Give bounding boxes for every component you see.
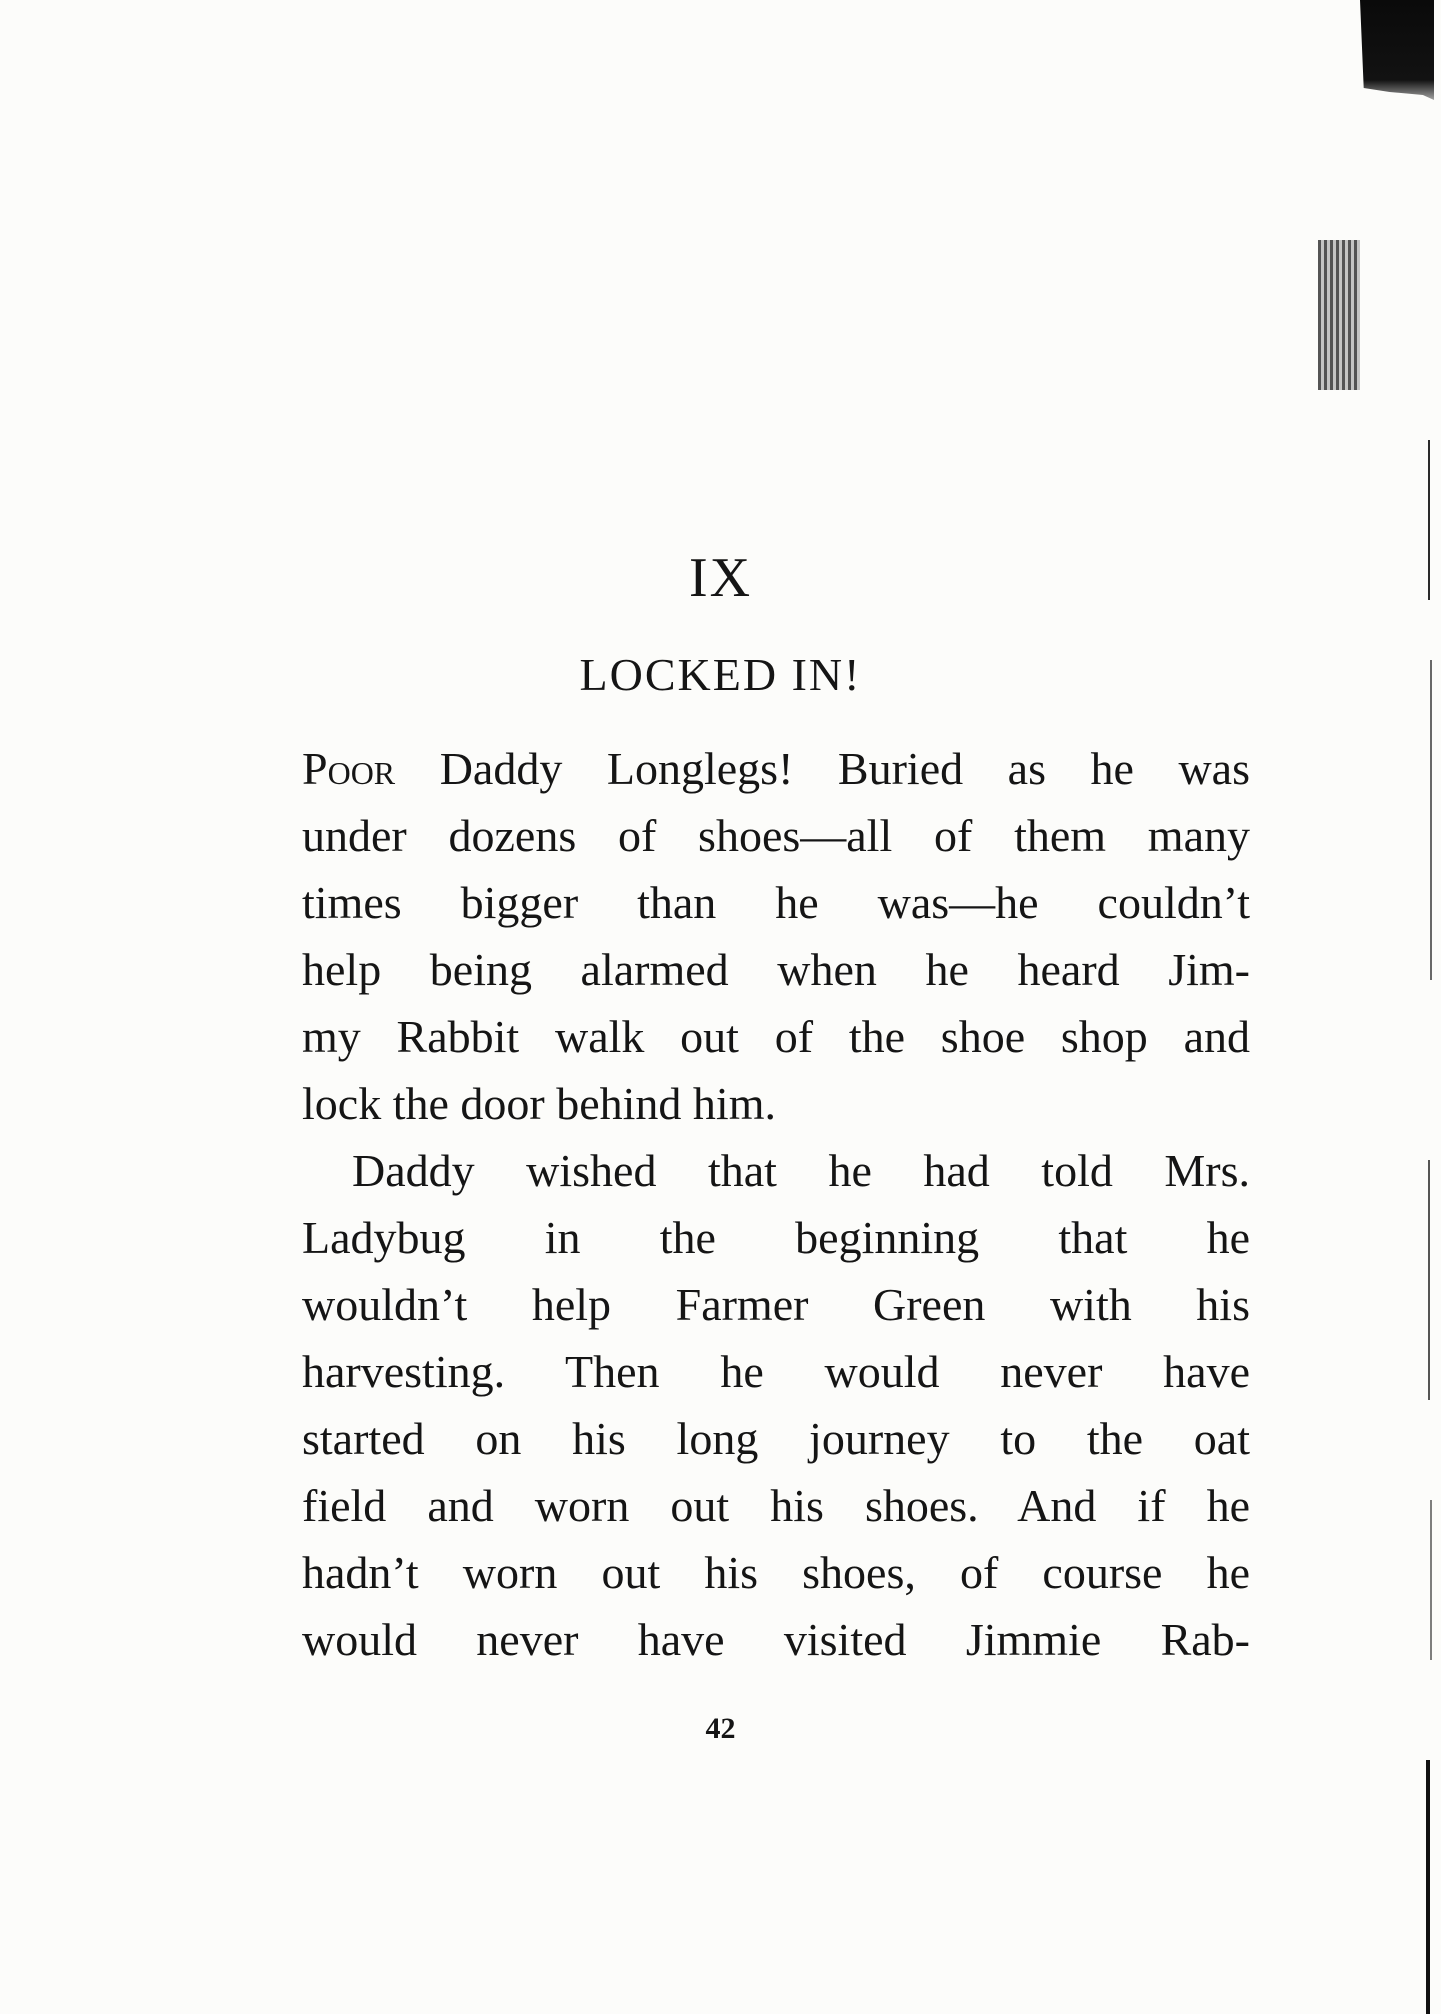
- paragraph-2-line-5: started on his long journey to the oat: [302, 1413, 1250, 1464]
- paragraph-2-line-4: harvesting. Then he would never have: [302, 1346, 1250, 1397]
- scan-edge-line: [1426, 1760, 1430, 2014]
- paragraph-2-line-7: hadn’t worn out his shoes, of course he: [302, 1547, 1250, 1598]
- paragraph-2-line-3: wouldn’t help Farmer Green with his: [302, 1279, 1250, 1330]
- scan-edge-line: [1430, 660, 1432, 980]
- chapter-number: IX: [688, 547, 753, 609]
- paragraph-1-line-5: my Rabbit walk out of the shoe shop and: [302, 1011, 1250, 1062]
- scan-edge-line: [1430, 1500, 1432, 1660]
- paragraph-line-text: Daddy Longlegs! Buried as he was: [395, 743, 1250, 794]
- paragraph-1-line-1: [302, 742, 1250, 796]
- paragraph-lead-word: Poor: [302, 743, 396, 794]
- paragraph-2-line-6: field and worn out his shoes. And if he: [302, 1480, 1250, 1531]
- scan-edge-line: [1428, 1160, 1430, 1400]
- page-number: 42: [705, 1712, 736, 1745]
- paragraph-1-line-6: lock the door behind him.: [302, 1078, 776, 1129]
- paragraph-2-line-8: would never have visited Jimmie Rab-: [302, 1614, 1250, 1665]
- paragraph-2-line-1: Daddy wished that he had told Mrs.: [352, 1145, 1250, 1196]
- paragraph-2-line-2: Ladybug in the beginning that he: [302, 1212, 1250, 1263]
- paragraph-1-line-2: under dozens of shoes—all of them many: [302, 810, 1250, 861]
- paragraph-1-line-3: times bigger than he was—he couldn’t: [302, 877, 1250, 928]
- chapter-title: LOCKED IN!: [579, 649, 862, 700]
- scan-edge-shadow-middle: [1318, 240, 1360, 390]
- scan-edge-shadow-top: [1360, 0, 1434, 100]
- paragraph-1-line-4: help being alarmed when he heard Jim-: [302, 944, 1250, 995]
